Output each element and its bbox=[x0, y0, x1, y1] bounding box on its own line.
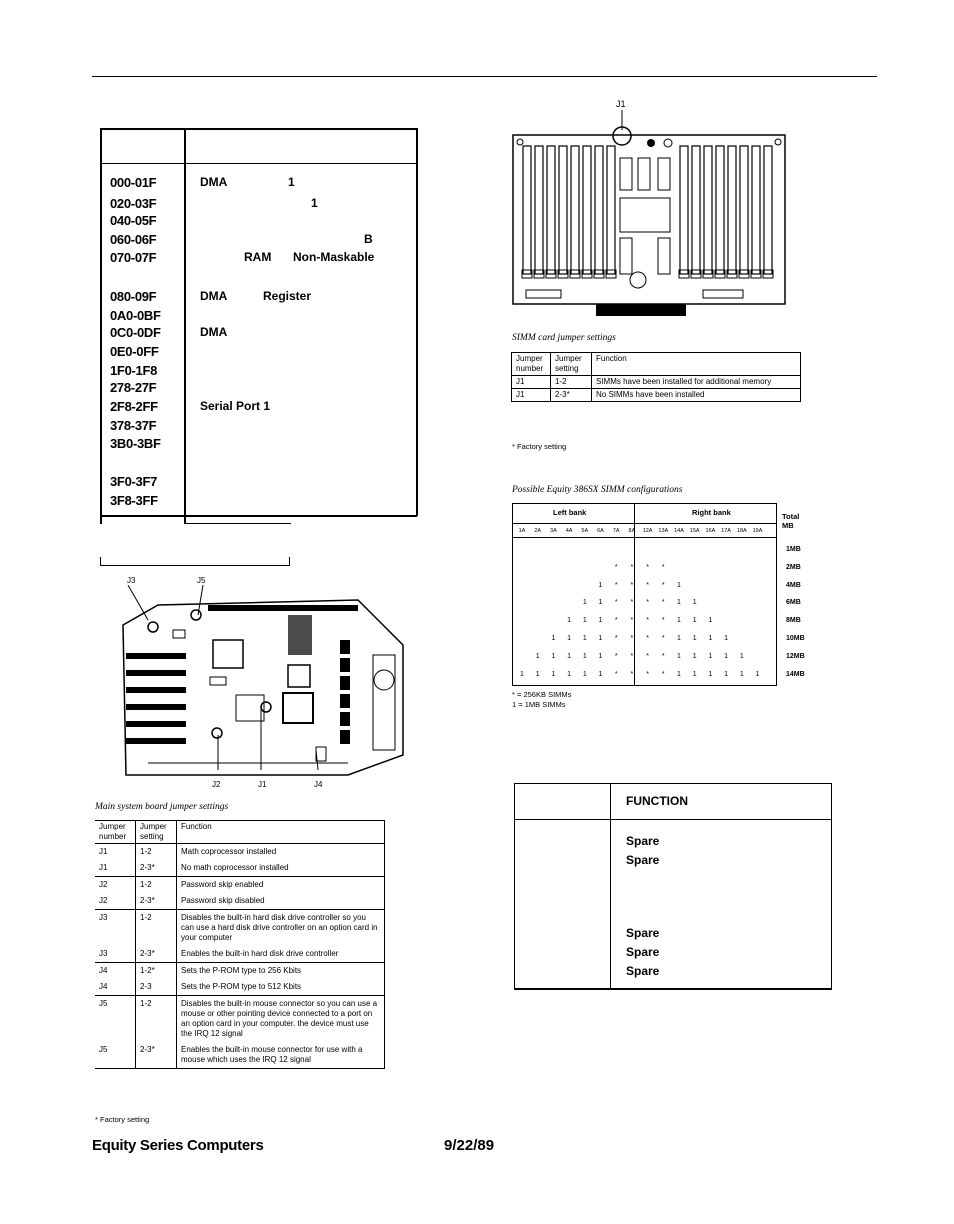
simm-slot bbox=[571, 146, 579, 274]
simm-cell: 1 bbox=[677, 599, 681, 607]
simm-cell: * bbox=[646, 652, 649, 660]
total-mb: 4MB bbox=[786, 581, 801, 589]
io-port bbox=[340, 640, 350, 654]
table-cell: 1-2* bbox=[136, 963, 177, 980]
simm-cell: 1 bbox=[582, 617, 587, 625]
simm-cell: * bbox=[646, 670, 649, 678]
simm-legend-1mb: 1 = 1MB SIMMs bbox=[512, 700, 566, 709]
table-cell: Math coprocessor installed bbox=[177, 844, 385, 861]
table-cell: Enables the built-in mouse connector for use with a mouse which uses the IRQ 12 signal bbox=[177, 1042, 385, 1069]
simm-cell: 1 bbox=[724, 635, 729, 642]
table-cell: 2-3 bbox=[136, 979, 177, 996]
simm-slot bbox=[692, 146, 700, 274]
simm-cell: * bbox=[614, 563, 618, 571]
table-cell: 2-3* bbox=[136, 893, 177, 910]
main-board-caption: Main system board jumper settings bbox=[95, 802, 229, 812]
expansion-slot bbox=[126, 653, 186, 659]
io-address: 0A0-0BF bbox=[110, 308, 161, 323]
table-cell: 1-2 bbox=[136, 877, 177, 894]
simm-cell: * bbox=[614, 652, 618, 660]
simm-slot-label: 12A bbox=[642, 528, 653, 534]
expansion-slot bbox=[126, 721, 186, 727]
total-mb: 1MB bbox=[786, 546, 801, 553]
simm-cell: 1 bbox=[598, 581, 603, 589]
header-jumper-setting: Jumper setting bbox=[551, 353, 592, 376]
table-cell: J4 bbox=[95, 963, 136, 980]
simm-cell: 1 bbox=[567, 652, 572, 660]
io-address: 278-27F bbox=[110, 380, 157, 395]
simm-cell: * bbox=[661, 581, 665, 589]
io-address: 060-06F bbox=[110, 232, 157, 247]
simm-cell: 1 bbox=[692, 670, 697, 678]
simm-cell: * bbox=[614, 635, 618, 642]
simm-cell: * bbox=[630, 652, 634, 660]
total-mb: 2MB bbox=[786, 563, 801, 571]
function-header: FUNCTION bbox=[626, 794, 688, 808]
simm-cell: 1 bbox=[739, 652, 744, 660]
simm-cell: 1 bbox=[567, 617, 572, 625]
simm-slot bbox=[704, 146, 712, 274]
header-jumper-number: Jumper number bbox=[516, 354, 544, 373]
simm-cell: 1 bbox=[567, 670, 572, 678]
footer-title: Equity Series Computers bbox=[92, 1137, 264, 1154]
io-function-text: DMA bbox=[200, 325, 228, 339]
table-cell: Password skip disabled bbox=[177, 893, 385, 910]
simm-cell: 1 bbox=[692, 599, 697, 607]
simm-slot-label: 15A bbox=[689, 528, 700, 534]
io-address: 020-03F bbox=[110, 196, 157, 211]
spare-label: Spare bbox=[626, 834, 660, 848]
simm-cell: 1 bbox=[692, 635, 697, 642]
simm-cell: * bbox=[614, 617, 618, 625]
label-j3: J3 bbox=[127, 576, 136, 585]
total-mb: 8MB bbox=[786, 617, 801, 625]
simm-cell: * bbox=[614, 581, 618, 589]
table-cell: 2-3* bbox=[136, 860, 177, 877]
simm-cell: * bbox=[630, 563, 634, 571]
table-cell: 1-2 bbox=[136, 910, 177, 947]
simm-card-jumper-table bbox=[511, 352, 801, 402]
simm-card-footnote: * Factory setting bbox=[512, 442, 567, 451]
spare-label: Spare bbox=[626, 853, 660, 867]
main-board-diagram bbox=[118, 585, 408, 780]
table-cell: J1 bbox=[99, 863, 108, 872]
simm-cell: 1 bbox=[551, 652, 556, 660]
simm-slot bbox=[728, 146, 736, 274]
table-cell: No math coprocessor installed bbox=[177, 860, 385, 877]
simm-cell: 1 bbox=[582, 635, 587, 642]
io-address: 080-09F bbox=[110, 289, 157, 304]
simm-cell: * bbox=[661, 617, 665, 625]
simm-cell: 1 bbox=[598, 670, 603, 678]
total-mb: 12MB bbox=[786, 652, 805, 660]
spare-label: Spare bbox=[626, 964, 660, 978]
expansion-slot bbox=[126, 687, 186, 693]
simm-slot bbox=[559, 146, 567, 274]
io-function-text: B bbox=[364, 232, 373, 246]
simm-cell: 1 bbox=[582, 599, 587, 607]
io-address: 3F0-3F7 bbox=[110, 474, 158, 489]
io-address: 3B0-3BF bbox=[110, 436, 161, 451]
simm-cell: 1 bbox=[677, 617, 681, 625]
simm-slot bbox=[716, 146, 724, 274]
header-jumper-setting: Jumper setting bbox=[136, 821, 177, 844]
simm-slot-label: 16A bbox=[705, 528, 716, 534]
simm-cell: 1 bbox=[598, 617, 603, 625]
table-cell: 1-2 bbox=[136, 844, 177, 861]
total-mb: 10MB bbox=[786, 635, 805, 642]
table-cell: J1 bbox=[95, 844, 136, 861]
table-cell: J1 bbox=[512, 389, 551, 402]
simm-slot-label: 5A bbox=[581, 528, 589, 534]
io-address: 0C0-0DF bbox=[110, 325, 161, 340]
left-bank-header: Left bank bbox=[553, 508, 587, 517]
simm-cell: * bbox=[630, 670, 634, 678]
simm-cell: 1 bbox=[535, 670, 540, 678]
io-address: 000-01F bbox=[110, 175, 157, 190]
simm-cell: * bbox=[646, 563, 649, 571]
simm-slot-label: 4A bbox=[565, 528, 573, 534]
simm-cell: 1 bbox=[692, 617, 697, 625]
simm-cell: * bbox=[646, 635, 649, 642]
io-port bbox=[340, 730, 350, 744]
label-j2: J2 bbox=[212, 780, 221, 789]
header-function: Function bbox=[177, 821, 385, 844]
total-mb: 6MB bbox=[786, 599, 801, 607]
simm-slot-label: 2A bbox=[534, 528, 542, 534]
main-board-jumper-table bbox=[95, 820, 385, 1069]
table-cell: J4 bbox=[99, 982, 108, 991]
simm-cell: * bbox=[614, 599, 618, 607]
simm-card-caption: SIMM card jumper settings bbox=[512, 333, 616, 343]
simm-slot bbox=[535, 146, 543, 274]
simm-cell: * bbox=[630, 617, 634, 625]
io-function-text: DMA bbox=[200, 175, 228, 189]
table-cell: J2 bbox=[95, 877, 136, 894]
io-function-text: 1 bbox=[311, 196, 318, 210]
table-cell: 1-2 bbox=[551, 376, 592, 389]
io-address: 2F8-2FF bbox=[110, 399, 158, 414]
simm-cell: * bbox=[630, 599, 634, 607]
table-cell: 2-3* bbox=[136, 946, 177, 963]
simm-cell: * bbox=[661, 670, 665, 678]
simm-cell: 1 bbox=[520, 670, 524, 678]
simm-slot-label: 1A bbox=[518, 528, 526, 534]
label-j1: J1 bbox=[258, 780, 267, 789]
table-cell: J1 bbox=[512, 376, 551, 389]
simm-cell: * bbox=[630, 581, 634, 589]
io-port bbox=[340, 676, 350, 690]
simm-cell: * bbox=[646, 581, 649, 589]
table-cell: SIMMs have been installed for additional memory bbox=[592, 376, 801, 389]
table-cell: J5 bbox=[95, 996, 136, 1043]
main-board-footnote: * Factory setting bbox=[95, 1115, 150, 1124]
simm-cell: 1 bbox=[551, 635, 556, 642]
simm-cell: 1 bbox=[708, 670, 713, 678]
simm-cell: * bbox=[630, 635, 634, 642]
simm-cell: 1 bbox=[708, 617, 713, 625]
simm-slot-label: 7A bbox=[612, 528, 620, 534]
simm-slot bbox=[583, 146, 591, 274]
table-cell: 2-3* bbox=[551, 389, 592, 402]
total-mb-header: Total MB bbox=[782, 512, 800, 530]
expansion-slot bbox=[126, 738, 186, 744]
simm-cell: 1 bbox=[598, 635, 603, 642]
simm-slot bbox=[595, 146, 603, 274]
footer-date: 9/22/89 bbox=[444, 1137, 495, 1154]
simm-cell: 1 bbox=[677, 652, 681, 660]
simm-cell: * bbox=[661, 652, 665, 660]
spare-label: Spare bbox=[626, 945, 660, 959]
table-cell: J3 bbox=[95, 910, 136, 947]
simm-cell: * bbox=[661, 635, 665, 642]
table-cell: J3 bbox=[99, 949, 108, 958]
io-address: 070-07F bbox=[110, 250, 157, 265]
simm-cell: 1 bbox=[724, 670, 729, 678]
io-port bbox=[340, 658, 350, 672]
simm-cell: 1 bbox=[551, 670, 556, 678]
simm-slot bbox=[752, 146, 760, 274]
table-cell: No SIMMs have been installed bbox=[592, 389, 801, 402]
table-cell: Sets the P-ROM type to 512 Kbits bbox=[177, 979, 385, 996]
io-function-text: DMA bbox=[200, 289, 228, 303]
simm-legend-256: * = 256KB SIMMs bbox=[512, 690, 572, 699]
simm-cell: 1 bbox=[535, 652, 540, 660]
total-mb: 14MB bbox=[786, 670, 805, 678]
simm-slot-label: 13A bbox=[658, 528, 669, 534]
simm-cell: 1 bbox=[739, 670, 744, 678]
simm-slot bbox=[680, 146, 688, 274]
right-bank-header: Right bank bbox=[692, 508, 731, 517]
table-cell: J5 bbox=[99, 1045, 108, 1054]
io-address: 1F0-1F8 bbox=[110, 363, 158, 378]
io-address: 378-37F bbox=[110, 418, 157, 433]
spare-label: Spare bbox=[626, 926, 660, 940]
simm-slot bbox=[547, 146, 555, 274]
simm-card-j1-label: J1 bbox=[616, 99, 626, 109]
simm-cell: 1 bbox=[582, 670, 587, 678]
simm-cell: * bbox=[614, 670, 618, 678]
simm-cell: 1 bbox=[708, 635, 713, 642]
simm-slot bbox=[740, 146, 748, 274]
table-cell: 1-2 bbox=[136, 996, 177, 1043]
table-cell: Password skip enabled bbox=[177, 877, 385, 894]
simm-slot-label: 14A bbox=[674, 528, 684, 534]
table-cell: Enables the built-in hard disk drive controller bbox=[177, 946, 385, 963]
simm-cell: 1 bbox=[567, 635, 572, 642]
header-rule bbox=[92, 76, 877, 77]
io-address: 0E0-0FF bbox=[110, 344, 159, 359]
io-address: 3F8-3FF bbox=[110, 493, 158, 508]
simm-slot bbox=[523, 146, 531, 274]
simm-cell: 1 bbox=[677, 635, 681, 642]
label-j5: J5 bbox=[197, 576, 206, 585]
simm-cell: * bbox=[661, 599, 665, 607]
table-cell: J2 bbox=[99, 896, 108, 905]
io-function-text: 1 bbox=[288, 175, 295, 189]
table-cell: 2-3* bbox=[136, 1042, 177, 1069]
simm-cell: * bbox=[661, 563, 665, 571]
simm-cell: * bbox=[646, 599, 649, 607]
simm-card-diagram bbox=[508, 108, 790, 320]
simm-slot-label: 8A bbox=[628, 528, 636, 534]
expansion-slot bbox=[126, 670, 186, 676]
table-cell: Disables the built-in hard disk drive controller so you can use a hard disk drive controller on an option card in your computer bbox=[177, 910, 385, 947]
io-function-text: Register bbox=[263, 289, 312, 303]
simm-cell: 1 bbox=[724, 652, 729, 660]
table-cell: Disables the built-in mouse connector so you can use a mouse or other pointing device connected to a port on an option card in your computer. the device must use the IRQ 12 signal bbox=[177, 996, 385, 1043]
simm-cell: 1 bbox=[677, 670, 681, 678]
simm-slot-label: 3A bbox=[550, 528, 557, 534]
io-function-text: Serial Port 1 bbox=[200, 399, 271, 413]
simm-cell: 1 bbox=[582, 652, 587, 660]
blank-bracket bbox=[100, 565, 290, 566]
simm-cell: * bbox=[646, 617, 649, 625]
simm-cell: 1 bbox=[677, 581, 681, 589]
simm-cell: 1 bbox=[598, 599, 603, 607]
table-cell: Sets the P-ROM type to 256 Kbits bbox=[177, 963, 385, 980]
io-function-text: RAM bbox=[244, 250, 272, 264]
io-port bbox=[340, 712, 350, 726]
simm-cell: 1 bbox=[755, 670, 760, 678]
header-jumper-number: Jumper number bbox=[99, 822, 127, 841]
simm-slot-label: 6A bbox=[597, 528, 604, 534]
simm-slot bbox=[764, 146, 772, 274]
simm-cell: 1 bbox=[708, 652, 713, 660]
simm-slot-label: 17A bbox=[721, 528, 731, 534]
label-j4: J4 bbox=[314, 780, 323, 789]
simm-cell: 1 bbox=[692, 652, 697, 660]
header-function: Function bbox=[592, 353, 801, 376]
simm-slot-label: 18A bbox=[736, 528, 747, 534]
expansion-slot bbox=[126, 704, 186, 710]
simm-slot-label: 19A bbox=[752, 528, 763, 534]
io-address: 040-05F bbox=[110, 213, 157, 228]
simm-slot bbox=[607, 146, 615, 274]
io-function-text: Non-Maskable bbox=[293, 250, 375, 264]
simm-config-caption: Possible Equity 386SX SIMM configurations bbox=[512, 485, 683, 495]
simm-cell: 1 bbox=[598, 652, 603, 660]
io-port bbox=[340, 694, 350, 708]
